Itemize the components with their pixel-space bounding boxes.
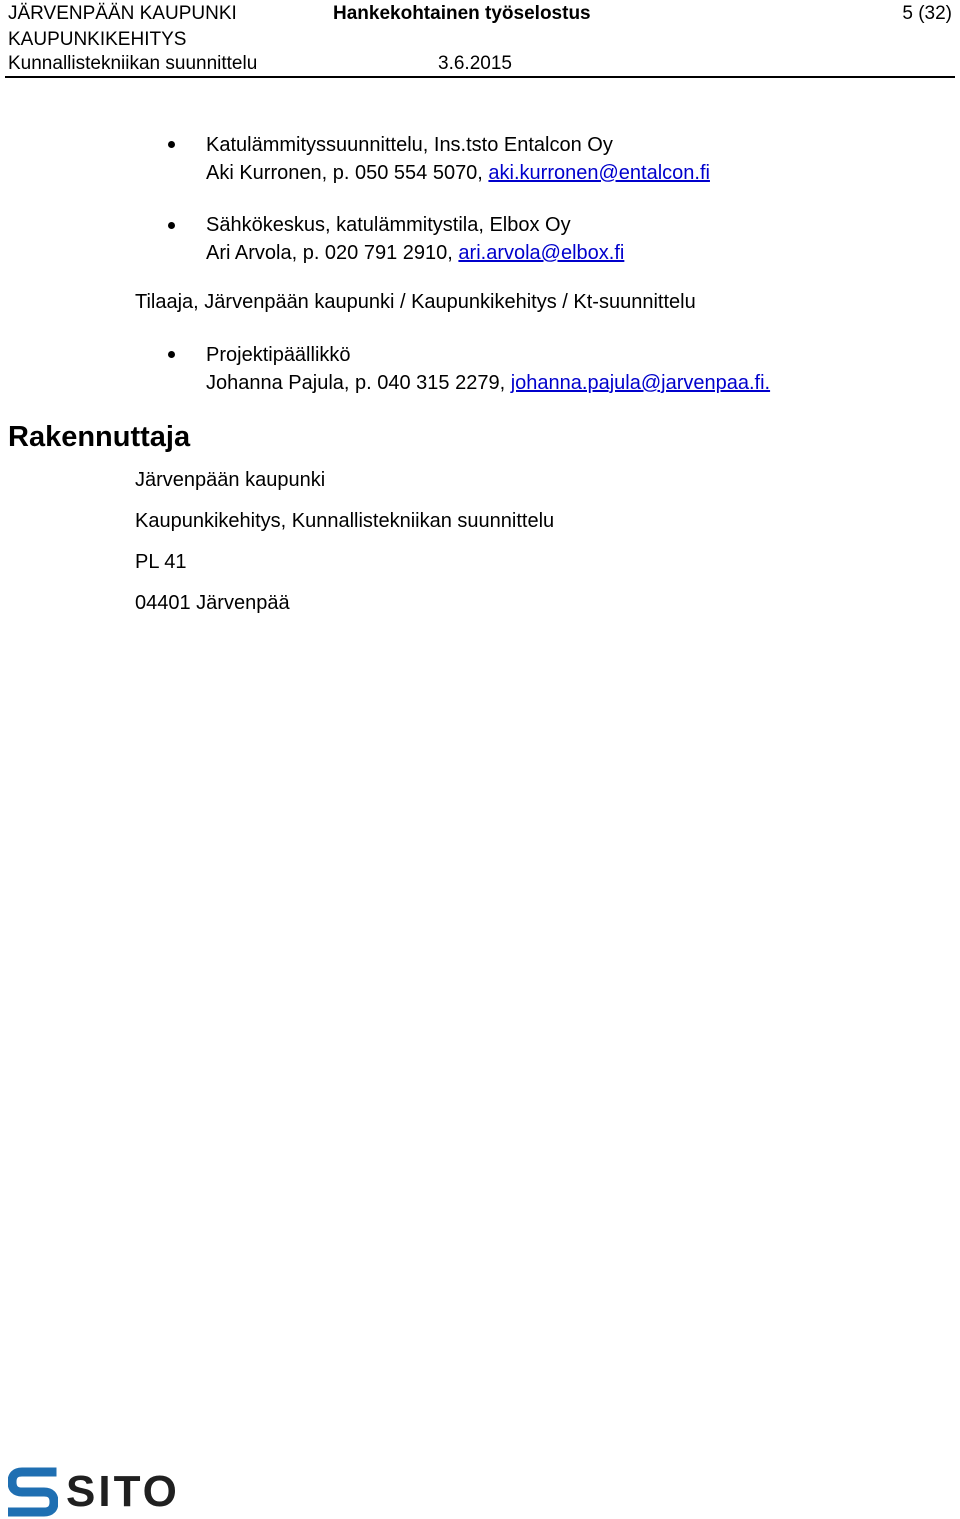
contact-name-phone: Johanna Pajula, p. 040 315 2279, [206, 372, 511, 394]
bullet-icon [168, 351, 175, 358]
builder-line: Järvenpään kaupunki [135, 469, 326, 491]
header-department: KAUPUNKIKEHITYS [8, 29, 187, 50]
document-date: 3.6.2015 [438, 53, 512, 74]
document-title: Hankekohtainen työselostus [333, 3, 591, 24]
contact-name-phone: Aki Kurronen, p. 050 554 5070, [206, 162, 489, 184]
logo-wordmark: SITO [66, 1467, 180, 1516]
page-number: 5 (32) [902, 3, 952, 24]
header-organization: JÄRVENPÄÄN KAUPUNKI [8, 3, 237, 24]
client-contact-details [206, 371, 770, 395]
contact-details [206, 241, 624, 265]
contact-name-phone: Ari Arvola, p. 020 791 2910, [206, 242, 459, 264]
email-link[interactable]: ari.arvola@elbox.fi [458, 242, 625, 264]
header-unit: Kunnallistekniikan suunnittelu [8, 53, 258, 74]
contact-role: Sähkökeskus, katulämmitystila, Elbox Oy [206, 214, 571, 236]
bullet-icon [168, 141, 175, 148]
builder-line: Kaupunkikehitys, Kunnallistekniikan suunnittelu [135, 510, 555, 532]
client-role: Projektipäällikkö [206, 344, 351, 366]
sito-logo-icon [8, 1466, 58, 1518]
section-heading: Rakennuttaja [8, 421, 191, 453]
header-divider [5, 76, 955, 78]
email-link[interactable]: johanna.pajula@jarvenpaa.fi. [510, 372, 771, 394]
builder-line: 04401 Järvenpää [135, 592, 290, 614]
client-heading: Tilaaja, Järvenpään kaupunki / Kaupunkikehitys / Kt-suunnittelu [135, 291, 696, 313]
contact-details [206, 161, 710, 185]
contact-role: Katulämmityssuunnittelu, Ins.tsto Entalcon Oy [206, 134, 613, 156]
bullet-icon [168, 222, 175, 229]
email-link[interactable]: aki.kurronen@entalcon.fi [488, 162, 710, 184]
builder-line: PL 41 [135, 551, 187, 573]
